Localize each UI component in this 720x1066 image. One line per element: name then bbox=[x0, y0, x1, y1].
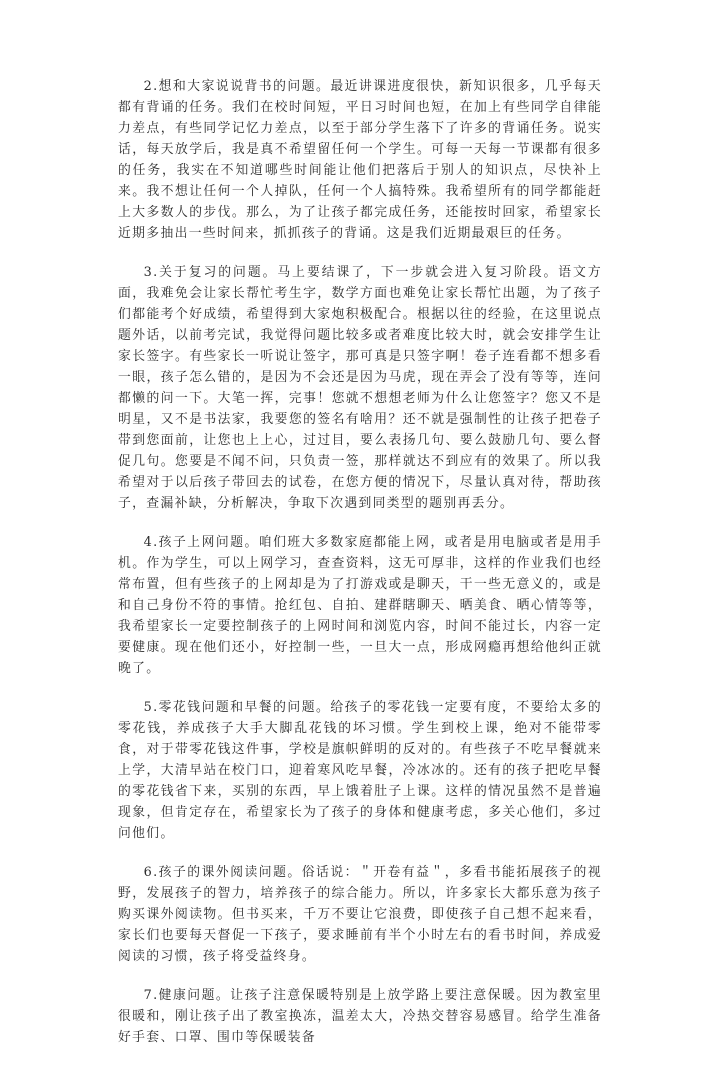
paragraph-internet: 4.孩子上网问题。咱们班大多数家庭都能上网，或者是用电脑或者是用手机。作为学生，可以上网学习，查查资料，这无可厚非，这样的作业我们也经常布置，但有些孩子的上网却是为了打游戏或是聊天，干一些无意义的，或是和自己身份不符的事情。抢红包、自拍、建群瞎聊天、晒美食、晒心情等等，我希望家长一定要控制孩子的上网时间和浏览内容，时间不能过长，内容一定要健康。现在他们还小，好控制一些，一旦大一点，形成网瘾再想给他纠正就晚了。 bbox=[118, 535, 602, 676]
paragraph-pocket-money-breakfast: 5.零花钱问题和早餐的问题。给孩子的零花钱一定要有度，不要给太多的零花钱，养成孩子大手大脚乱花钱的坏习惯。学生到校上课，绝对不能带零食，对于带零花钱这件事，学校是旗帜鲜明的反对的。有些孩子不吃早餐就来上学，大清早站在校门口，迎着寒风吃早餐，冷冰冰的。还有的孩子把吃早餐的零花钱省下来，买别的东西，早上饿着肚子上课。这样的情况虽然不是普遍现象，但肯定存在，希望家长为了孩子的身体和健康考虑，多关心他们，多过问他们。 bbox=[118, 700, 602, 841]
paragraph-recitation: 2.想和大家说说背书的问题。最近讲课进度很快，新知识很多，几乎每天都有背诵的任务。我们在校时间短，平日习时间也短，在加上有些同学自律能力差点，有些同学记忆力差点，以至于部分学生落下了许多的背诵任务。说实话，每天放学后，我是真不希望留任何一个学生。可每一天每一节课都有很多的任务，我实在不知道哪些时间能让他们把落后于别人的知识点，尽快补上来。我不想让任何一个人掉队，任何一个人搞特殊。我希望所有的同学都能赶上大多数人的步伐。那么，为了让孩子都完成任务，还能按时回家，希望家长近期多抽出一些时间来，抓抓孩子的背诵。这是我们近期最艰巨的任务。 bbox=[118, 79, 602, 241]
paragraph-reading: 6.孩子的课外阅读问题。俗话说：＂开卷有益＂，多看书能拓展孩子的视野，发展孩子的智力，培养孩子的综合能力。所以，许多家长大都乐意为孩子购买课外阅读物。但书买来，千万不要让它浪费，即使孩子自己想不起来看，家长们也要每天督促一下孩子，要求睡前有半个小时左右的看书时间，养成爱阅读的习惯，孩子将受益终身。 bbox=[118, 865, 602, 964]
document-body bbox=[118, 76, 602, 1066]
paragraph-health: 7.健康问题。让孩子注意保暖特别是上放学路上要注意保暖。因为教室里很暖和，刚让孩子出了教室换冻，温差太大，冷热交替容易感冒。给学生准备好手套、口罩、围巾等保暖装备 bbox=[118, 988, 602, 1045]
paragraph-review: 3.关于复习的问题。马上要结课了，下一步就会进入复习阶段。语文方面，我难免会让家长帮忙考生字，数学方面也难免让家长帮忙出题，为了孩子们都能考个好成绩，希望得到大家炮积极配合。根据以往的经验，在这里说点题外话，以前考完试，我觉得问题比较多或者难度比较大时，就会安排学生让家长签字。有些家长一听说让签字，那可真是只签字啊！卷子连看都不想多看一眼，孩子怎么错的，是因为不会还是因为马虎，现在弄会了没有等等，连问都懒的问一下。大笔一挥，完事！您就不想想老师为什么让您签字？您又不是明星，又不是书法家，我要您的签名有啥用？还不就是强制性的让孩子把卷子带到您面前，让您也上上心，过过目，要么表扬几句、要么鼓励几句、要么督促几句。您要是不闻不问，只负责一签，那样就达不到应有的效果了。所以我希望对于以后孩子带回去的试卷，在您方便的情况下，尽量认真对待，帮助孩子，查漏补缺，分析解决，争取下次遇到同类型的题别再丢分。 bbox=[118, 265, 602, 511]
